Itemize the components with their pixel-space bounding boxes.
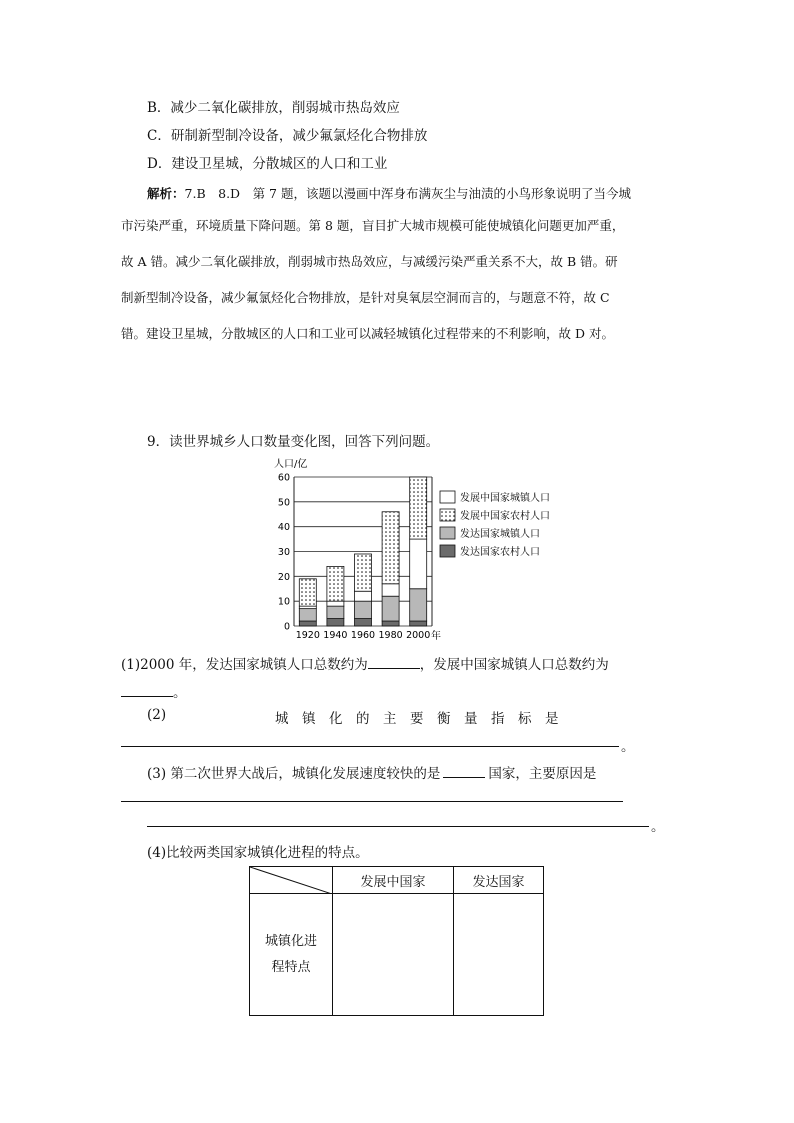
legend-label: 发达国家农村人口 [460, 547, 540, 558]
legend-swatch [440, 545, 455, 557]
legend-swatch [440, 527, 455, 539]
bar-segment [355, 591, 372, 601]
legend-swatch [440, 509, 455, 521]
option-b: B．减少二氧化碳排放，削弱城市热岛效应 [147, 100, 400, 116]
analysis-label: 解析： [147, 186, 185, 201]
bar-segment [410, 589, 427, 621]
bar-segment [410, 539, 427, 589]
question-9-4: (4)比较两类国家城镇化进程的特点。 [147, 845, 369, 861]
bar-segment [355, 601, 372, 618]
y-tick-label: 10 [277, 596, 290, 608]
bar-segment [410, 621, 427, 626]
y-tick-label: 0 [283, 621, 290, 633]
answer-blank-2[interactable] [121, 696, 173, 697]
x-tick-label: 2000 [406, 630, 431, 641]
y-tick-label: 40 [277, 522, 290, 534]
bar-segment [327, 566, 344, 601]
x-axis-unit: 年 [431, 631, 441, 642]
question-9-1-cont: 。 [121, 681, 187, 701]
diagonal-line [250, 867, 332, 894]
y-tick-label: 30 [277, 547, 290, 558]
y-tick-label: 60 [277, 472, 290, 484]
answer-line-3b[interactable] [147, 826, 649, 827]
legend-label: 发达国家城镇人口 [460, 529, 540, 540]
table-header-developing: 发展中国家 [333, 867, 454, 894]
analysis-line-2: 市污染严重，环境质量下降问题。第 8 题，盲目扩大城市规模可能使城镇化问题更加严重， [121, 218, 625, 233]
y-axis-ticks [278, 473, 290, 633]
y-axis-label: 人口/亿 [274, 459, 308, 470]
analysis-line-5: 错。建设卫星城，分散城区的人口和工业可以减轻城镇化过程带来的不利影响，故 D 对。 [121, 326, 614, 341]
bar-segment [299, 621, 316, 626]
bar-segment [327, 601, 344, 606]
bar-segment [299, 579, 316, 606]
x-tick-label: 1960 [350, 630, 376, 641]
x-axis-ticks [296, 630, 431, 641]
question-9-1: (1)2000 年，发达国家城镇人口总数约为 ，发展中国家城镇人口总数约为 [121, 657, 609, 673]
question-9-2-text: 城 镇 化 的 主 要 衡 量 指 标 是 [275, 711, 559, 727]
question-9-3-end: 。 [651, 819, 665, 835]
x-tick-label: 1920 [295, 630, 320, 641]
bar-segment [410, 477, 427, 539]
bar-segment [382, 596, 399, 621]
bar-segment [355, 619, 372, 626]
chart-legend [440, 491, 550, 558]
bar-segment [382, 512, 399, 584]
analysis-line-4: 制新型制冷设备，减少氟氯烃化合物排放，是针对臭氧层空洞而言的，与题意不符，故 C [121, 290, 610, 305]
option-d: D．建设卫星城，分散城区的人口和工业 [147, 156, 388, 172]
bar-segment [382, 584, 399, 596]
bar-segment [382, 621, 399, 626]
analysis-line-1: 解析：7.B 8.D 第 7 题，该题以漫画中浑身布满灰尘与油渍的小鸟形象说明了当今城 [147, 186, 631, 201]
bar-segment [327, 606, 344, 618]
answer-cell-developed[interactable] [454, 894, 544, 1016]
legend-label: 发展中国家农村人口 [460, 511, 550, 522]
analysis-line-3: 故 A 错。减少二氧化碳排放，削弱城市热岛效应，与减缓污染严重关系不大，故 B 错。研 [121, 254, 618, 269]
legend-label: 发展中国家城镇人口 [460, 493, 550, 504]
y-tick-label: 50 [277, 497, 290, 509]
bar-segment [299, 609, 316, 621]
bar-segment [327, 619, 344, 626]
answer-line-3a[interactable] [121, 801, 623, 802]
question-9-2-label: (2) [147, 707, 167, 723]
y-tick-label: 20 [277, 571, 290, 583]
bar-segment [355, 554, 372, 591]
question-9-2-end: 。 [621, 739, 635, 755]
question-9-stem: 9．读世界城乡人口数量变化图，回答下列问题。 [147, 434, 440, 450]
table-row-label: 城镇化进 程特点 [250, 894, 333, 1016]
answer-cell-developing[interactable] [333, 894, 454, 1016]
comparison-table [249, 866, 544, 1016]
option-c: C．研制新型制冷设备，减少氟氯烃化合物排放 [147, 128, 428, 144]
question-9-3: (3) 第二次世界大战后，城镇化发展速度较快的是 国家，主要原因是 [147, 766, 597, 782]
population-chart [268, 458, 588, 644]
answer-line-2[interactable] [121, 746, 619, 747]
answer-blank-3[interactable] [443, 777, 485, 778]
x-tick-label: 1940 [323, 630, 348, 641]
x-tick-label: 1980 [378, 630, 403, 641]
legend-swatch [440, 491, 455, 503]
table-header-developed: 发达国家 [454, 867, 544, 894]
answer-blank-1[interactable] [368, 668, 420, 669]
table-corner-cell [250, 867, 333, 894]
